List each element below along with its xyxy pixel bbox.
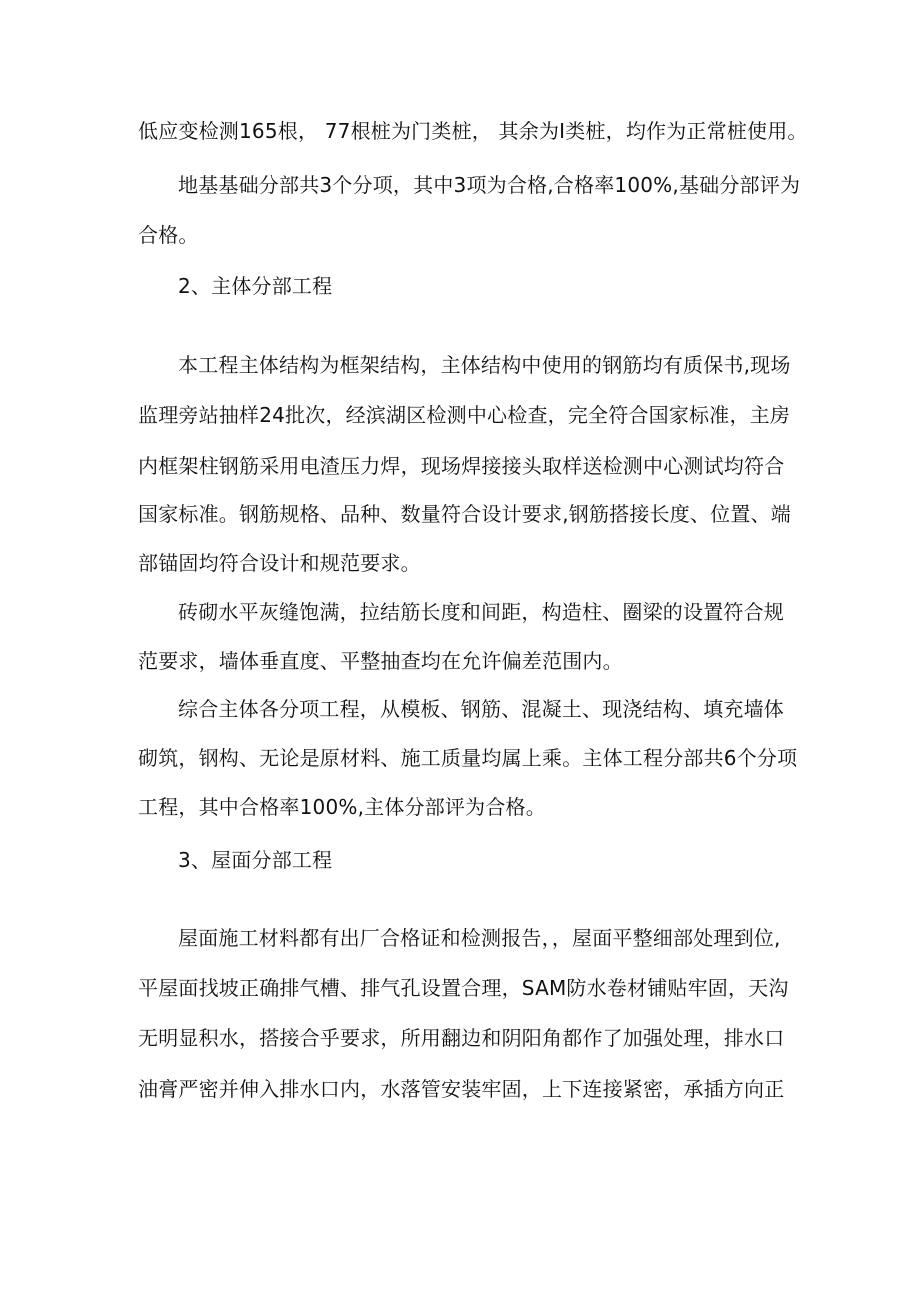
paragraph-line: 工程，其中合格率100%,主体分部评为合格。 — [138, 795, 546, 819]
paragraph-line: 合格。 — [138, 223, 199, 247]
section-heading: 3、屋面分部工程 — [178, 848, 333, 872]
paragraph-line: 本工程主体结构为框架结构，主体结构中使用的钢筋均有质保书,现场 — [178, 353, 791, 377]
paragraph-line: 综合主体各分项工程，从模板、钢筋、混凝土、现浇结构、填充墙体 — [178, 697, 784, 721]
paragraph-line: 内框架柱钢筋采用电渣压力焊，现场焊接接头取样送检测中心测试均符合 — [138, 454, 785, 478]
paragraph-line: 低应变检测165根， 77根桩为门类桩， 其余为I类桩，均作为正常桩使用。 — [138, 119, 808, 143]
section-heading: 2、主体分部工程 — [178, 274, 333, 298]
paragraph-line: 监理旁站抽样24批次，经滨湖区检测中心检查，完全符合国家标准，主房 — [138, 403, 791, 427]
paragraph-line: 砖砌水平灰缝饱满，拉结筋长度和间距，构造柱、圈梁的设置符合规 — [178, 600, 784, 624]
paragraph-line: 无明显积水，搭接合乎要求，所用翻边和阴阳角都作了加强处理，排水口 — [138, 1026, 785, 1050]
paragraph-line: 范要求，墙体垂直度、平整抽查均在允许偏差范围内。 — [138, 649, 623, 673]
paragraph-line: 屋面施工材料都有出厂合格证和检测报告，，屋面平整细部处理到位, — [178, 926, 781, 950]
paragraph-line: 平屋面找坡正确排气槽、排气孔设置合理，SAM防水卷材铺贴牢固，天沟 — [138, 976, 789, 1000]
paragraph-line: 国家标准。钢筋规格、品种、数量符合设计要求,钢筋搭接长度、位置、端 — [138, 502, 791, 526]
paragraph-line: 地基基础分部共3个分项，其中3项为合格,合格率100%,基础分部评为 — [178, 173, 801, 197]
paragraph-line: 油膏严密并伸入排水口内，水落管安装牢固，上下连接紧密，承插方向正 — [138, 1077, 785, 1101]
paragraph-line: 部锚固均符合设计和规范要求。 — [138, 551, 421, 575]
paragraph-line: 砌筑，钢构、无论是原材料、施工质量均属上乘。主体工程分部共6个分项 — [138, 746, 798, 770]
